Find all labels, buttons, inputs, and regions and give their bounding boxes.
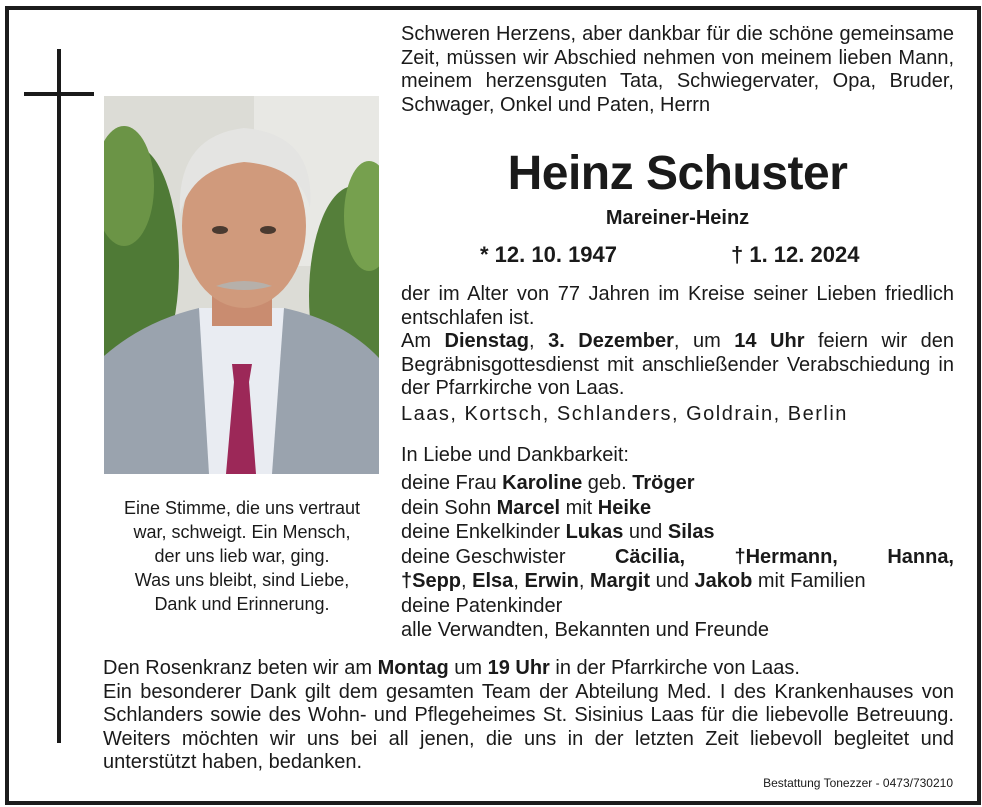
closing-text xyxy=(103,657,954,775)
family-line-wife xyxy=(401,472,954,497)
funeral-home-contact: Bestattung Tonezzer - 0473/730210 xyxy=(763,776,953,790)
deceased-name: Heinz Schuster xyxy=(507,147,848,200)
funeral-text: , um xyxy=(673,330,735,352)
family-text: und xyxy=(623,521,668,543)
family-line-siblings xyxy=(401,546,954,571)
family-name: Heike xyxy=(597,496,652,519)
rosary-day: Montag xyxy=(377,657,449,679)
rosary-text: um xyxy=(448,657,488,679)
cross-icon-bar xyxy=(24,92,94,96)
places-list: Laas, Kortsch, Schlanders, Goldrain, Berlin xyxy=(401,403,848,425)
family-name: †Hermann, xyxy=(734,545,838,568)
family-list xyxy=(401,472,954,644)
poem-line: Dank und Erinnerung. xyxy=(154,594,330,614)
poem-line: Eine Stimme, die uns vertraut xyxy=(123,498,361,518)
intro-text: Schweren Herzens, aber dankbar für die schöne gemeinsame Zeit, müssen wir Abschied nehmen von meinem lieben Mann, meinem herzensguten Tata, Schwiegervater, Opa, Bruder, Schwager, Onkel und Paten, Herrn xyxy=(401,23,954,116)
family-line-son xyxy=(401,497,954,522)
family-text: deine Frau xyxy=(401,472,503,494)
memorial-poem xyxy=(100,496,384,616)
family-text: mit Familien xyxy=(752,570,866,592)
family-name: Jakob xyxy=(694,570,753,592)
family-name: Erwin xyxy=(524,570,579,592)
special-thanks: Ein besonderer Dank gilt dem gesamten Team der Abteilung Med. I des Krankenhauses von Schlanders sowie des Wohn- und Pflegeheimes St. Sisinius Laas für die liebevolle Betreuung. Weiters möchten wir uns bei all jenen, die uns in der letzten Zeit liebevoll begleitet und unterstützt haben, bedanken. xyxy=(103,680,954,773)
family-line-grandchildren xyxy=(401,521,954,546)
family-name: Karoline xyxy=(502,472,583,494)
family-name: Margit xyxy=(590,570,651,592)
funeral-text: Am xyxy=(401,330,445,352)
funeral-date: 3. Dezember xyxy=(548,330,674,352)
family-name: Marcel xyxy=(496,496,561,519)
poem-line: Was uns bleibt, sind Liebe, xyxy=(134,570,350,590)
funeral-text: , xyxy=(529,330,549,352)
birth-date: * 12. 10. 1947 xyxy=(480,242,618,267)
family-line-godchildren: deine Patenkinder xyxy=(401,594,563,617)
family-name: †Sepp xyxy=(401,570,462,592)
family-name: Tröger xyxy=(632,472,695,494)
family-text: dein Sohn xyxy=(401,496,497,519)
passing-text: der im Alter von 77 Jahren im Kreise seiner Lieben friedlich entschlafen ist. xyxy=(401,283,954,329)
family-name: Silas xyxy=(667,521,715,543)
family-name: Elsa xyxy=(472,570,514,592)
deceased-nickname: Mareiner-Heinz xyxy=(605,207,750,229)
rosary-time: 19 Uhr xyxy=(487,657,550,679)
family-text: deine Enkelkinder xyxy=(401,521,566,543)
cross-icon xyxy=(57,49,61,743)
funeral-day: Dienstag xyxy=(444,330,529,352)
rosary-text: Den Rosenkranz beten wir am xyxy=(103,657,378,679)
funeral-text: feiern wir den Begräbnisgottesdienst mit anschließender Verabschiedung in der Pfarrkirche von Laas. xyxy=(401,330,954,399)
family-line-relatives: alle Verwandten, Bekannten und Freunde xyxy=(401,619,770,641)
family-name: Cäcilia, xyxy=(614,545,686,568)
family-name: Lukas xyxy=(565,521,624,543)
family-line-siblings-2: †Sepp, Elsa, Erwin, Margit und Jakob mit Familien xyxy=(401,570,866,592)
announcement-text xyxy=(401,283,954,401)
poem-line: war, schweigt. Ein Mensch, xyxy=(133,522,351,542)
family-text: geb. xyxy=(582,472,633,494)
thanks-heading: In Liebe und Dankbarkeit: xyxy=(401,444,629,466)
funeral-time: 14 Uhr xyxy=(734,330,805,352)
family-name: Hanna, xyxy=(887,545,954,568)
poem-line: der uns lieb war, ging. xyxy=(154,546,330,566)
family-text: mit xyxy=(560,496,598,519)
portrait-photo xyxy=(104,96,379,474)
family-text: und xyxy=(650,570,695,592)
rosary-text: in der Pfarrkirche von Laas. xyxy=(549,657,800,679)
death-date: † 1. 12. 2024 xyxy=(731,242,860,267)
family-text: deine Geschwister xyxy=(401,545,566,568)
